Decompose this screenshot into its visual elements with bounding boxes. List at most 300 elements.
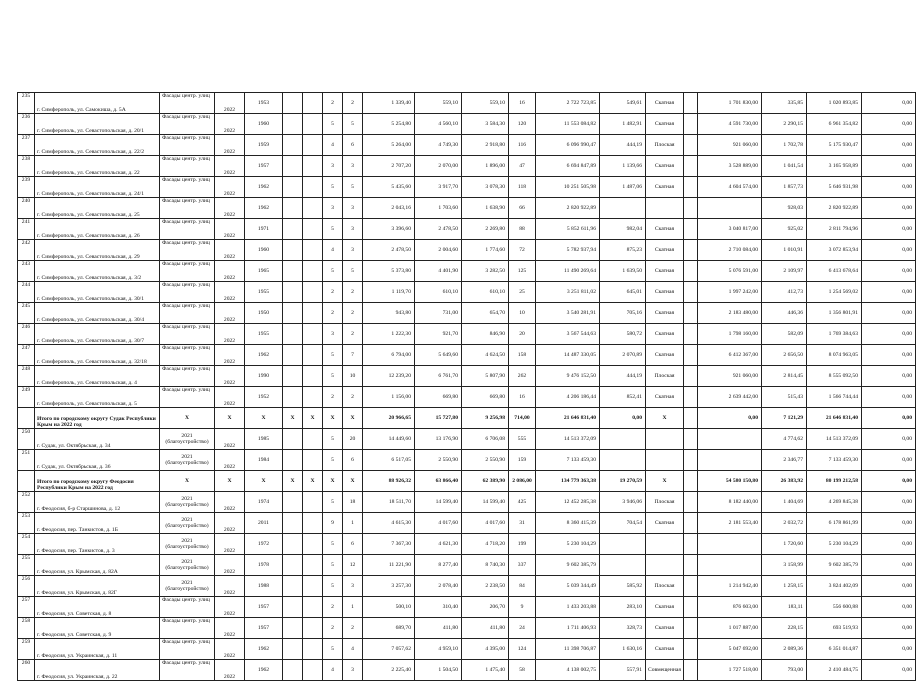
table-row	[18, 261, 916, 282]
cell-total-area: 20 966,65	[363, 408, 415, 429]
cell-facade-cost: 6 351 014,87	[807, 639, 862, 660]
cell-residents: 84	[509, 576, 536, 597]
cell-total-area: 2 707,20	[363, 156, 415, 177]
cell-other-cost: 0,00	[862, 618, 916, 639]
cell-roof-area	[600, 534, 646, 555]
cell-roof-type	[646, 450, 684, 471]
cell-empty	[303, 261, 323, 282]
cell-address: г. Феодосия, ул. Украинская, д. 11	[35, 639, 160, 660]
cell-empty	[684, 156, 698, 177]
cell-facade-cost: 7 133 459,30	[807, 450, 862, 471]
cell-residential-area: 2 918,80	[462, 135, 509, 156]
cell-total-area: 1 222,30	[363, 324, 415, 345]
cell-facade-cost: 9 602 385,79	[807, 555, 862, 576]
cell-address: г. Симферополь, ул. Севастопольская, д. 22/2	[35, 135, 160, 156]
cell-other-cost: 0,00	[862, 576, 916, 597]
cell-roof-cost: 3 528 889,00	[698, 156, 762, 177]
cell-living-area: 310,40	[415, 597, 462, 618]
cell-residents: 714,00	[509, 408, 536, 429]
cell-roof-cost: 2 183 480,00	[698, 303, 762, 324]
cell-empty	[684, 303, 698, 324]
cell-build-year: 1974	[245, 492, 283, 513]
cell-residents: 158	[509, 345, 536, 366]
cell-facade-area: 1 857,73	[762, 177, 807, 198]
cell-address: г. Феодосия, ул. Советская, д. 8	[35, 597, 160, 618]
cell-roof-area	[600, 555, 646, 576]
cell-work-type: 2021 (благоустройство)	[160, 555, 215, 576]
cell-empty	[283, 303, 303, 324]
cell-total-cost: 5 230 104,29	[536, 534, 600, 555]
cell-floors: 2	[323, 303, 343, 324]
table-row	[18, 660, 916, 681]
cell-total-cost: 7 133 459,30	[536, 450, 600, 471]
table-row	[18, 240, 916, 261]
cell-living-area: 4 621,30	[415, 534, 462, 555]
cell-empty	[283, 345, 303, 366]
cell-residential-area: 1 774,60	[462, 240, 509, 261]
cell-residential-area: 9 256,98	[462, 408, 509, 429]
cell-total-area: 1 156,00	[363, 387, 415, 408]
cell-address: г. Феодосия, ул. Украинская, д. 22	[35, 660, 160, 681]
cell-year: 2022	[215, 576, 245, 597]
cell-entrances: 3	[343, 156, 363, 177]
cell-living-area: 559,10	[415, 93, 462, 114]
cell-facade-cost: 3 824 402,09	[807, 576, 862, 597]
cell-total-label: Итого по городскому округу Феодосия Республики Крым на 2022 год	[35, 471, 160, 492]
cell-number: 257	[18, 597, 35, 618]
cell-address: г. Феодосия, ул. Крымская, д. 82Г	[35, 576, 160, 597]
cell-living-area: 3 917,70	[415, 177, 462, 198]
cell-empty	[684, 513, 698, 534]
cell-work-type: Фасады центр. улиц	[160, 597, 215, 618]
cell-roof-area: 549,61	[600, 93, 646, 114]
cell-number: 260	[18, 660, 35, 681]
cell-total-cost: 6 096 990,47	[536, 135, 600, 156]
cell-empty	[684, 261, 698, 282]
cell-total-area: 2 478,50	[363, 240, 415, 261]
cell-other-cost: 0,00	[862, 492, 916, 513]
cell-roof-area: 645,01	[600, 282, 646, 303]
cell-roof-cost: 921 060,00	[698, 135, 762, 156]
cell-facade-cost: 8 555 092,50	[807, 366, 862, 387]
cell-roof-area: 19 270,59	[600, 471, 646, 492]
cell-roof-area: 852,41	[600, 387, 646, 408]
cell-year: Х	[215, 408, 245, 429]
table-row	[18, 450, 916, 471]
cell-total-area: 7 367,30	[363, 534, 415, 555]
cell-work-type: Фасады центр. улиц	[160, 303, 215, 324]
cell-living-area: 15 727,80	[415, 408, 462, 429]
cell-address: г. Феодосия, пер. Танкистов, д. 3	[35, 534, 160, 555]
cell-empty	[303, 345, 323, 366]
cell-facade-cost: 5 230 104,29	[807, 534, 862, 555]
cell-residents: 47	[509, 156, 536, 177]
cell-address: г. Симферополь, ул. Самокиша, д. 5А	[35, 93, 160, 114]
cell-total-cost: 11 490 269,64	[536, 261, 600, 282]
cell-facade-cost: 1 566 744,44	[807, 387, 862, 408]
cell-empty	[283, 618, 303, 639]
cell-roof-type: Скатная	[646, 240, 684, 261]
cell-empty	[303, 156, 323, 177]
cell-other-cost: 0,00	[862, 429, 916, 450]
cell-residents: 159	[509, 450, 536, 471]
cell-residents: 58	[509, 660, 536, 681]
cell-build-year: Х	[245, 408, 283, 429]
table-row	[18, 177, 916, 198]
cell-living-area: 4 749,30	[415, 135, 462, 156]
cell-floors: 5	[323, 555, 343, 576]
cell-other-cost: 0,00	[862, 534, 916, 555]
cell-facade-area: 1 720,60	[762, 534, 807, 555]
cell-year: 2022	[215, 513, 245, 534]
cell-year: 2022	[215, 639, 245, 660]
cell-entrances: 7	[343, 345, 363, 366]
cell-empty	[684, 555, 698, 576]
cell-x: Х	[303, 408, 323, 429]
cell-living-area: 14 599,40	[415, 492, 462, 513]
cell-empty	[684, 93, 698, 114]
cell-empty	[684, 387, 698, 408]
cell-total-cost: 4 138 002,75	[536, 660, 600, 681]
cell-residential-area: 3 282,50	[462, 261, 509, 282]
cell-floors: 5	[323, 219, 343, 240]
cell-total-area: 689,70	[363, 618, 415, 639]
cell-work-type: 2021 (благоустройство)	[160, 492, 215, 513]
cell-empty	[684, 240, 698, 261]
cell-empty	[684, 366, 698, 387]
cell-total-cost: 1 711 406,93	[536, 618, 600, 639]
cell-build-year: 1990	[245, 366, 283, 387]
table-body	[18, 93, 916, 681]
cell-roof-type: Скатная	[646, 513, 684, 534]
cell-total-area: 5 254,80	[363, 114, 415, 135]
cell-work-type: Фасады центр. улиц	[160, 240, 215, 261]
cell-number: 240	[18, 198, 35, 219]
cell-facade-cost: 2 410 484,75	[807, 660, 862, 681]
table-row	[18, 303, 916, 324]
cell-floors: Х	[323, 471, 343, 492]
cell-empty	[283, 219, 303, 240]
cell-living-area: 610,10	[415, 282, 462, 303]
table-row	[18, 576, 916, 597]
cell-roof-cost	[698, 450, 762, 471]
cell-floors: 2	[323, 387, 343, 408]
cell-roof-type: Скатная	[646, 618, 684, 639]
cell-x: Х	[303, 471, 323, 492]
cell-other-cost: 0,00	[862, 408, 916, 429]
cell-empty	[283, 198, 303, 219]
cell-living-area: 4 401,90	[415, 261, 462, 282]
cell-floors: 3	[323, 324, 343, 345]
cell-work-type: 2021 (благоустройство)	[160, 450, 215, 471]
cell-work-type: Фасады центр. улиц	[160, 198, 215, 219]
cell-residential-area: 654,70	[462, 303, 509, 324]
cell-total-cost: 5 039 344,49	[536, 576, 600, 597]
cell-residents: 9	[509, 597, 536, 618]
cell-roof-type: Скатная	[646, 93, 684, 114]
cell-address: г. Симферополь, ул. Севастопольская, д. 24/1	[35, 177, 160, 198]
cell-roof-area: 1 139,66	[600, 156, 646, 177]
cell-year: 2022	[215, 135, 245, 156]
cell-facade-cost: 5 175 930,47	[807, 135, 862, 156]
cell-entrances: 2	[343, 618, 363, 639]
cell-roof-type: Скатная	[646, 114, 684, 135]
table-row	[18, 618, 916, 639]
cell-facade-area: 4 774,62	[762, 429, 807, 450]
cell-empty	[283, 576, 303, 597]
cell-facade-area: 793,00	[762, 660, 807, 681]
table-row	[18, 198, 916, 219]
cell-other-cost: 0,00	[862, 555, 916, 576]
cell-roof-cost: 876 603,00	[698, 597, 762, 618]
cell-entrances: 5	[343, 177, 363, 198]
cell-total-area: 18 511,70	[363, 492, 415, 513]
cell-roof-area: 557,91	[600, 660, 646, 681]
cell-other-cost: 0,00	[862, 639, 916, 660]
cell-residential-area: 559,10	[462, 93, 509, 114]
cell-empty	[303, 198, 323, 219]
cell-floors: 5	[323, 366, 343, 387]
cell-build-year: 1965	[245, 261, 283, 282]
cell-entrances: 2	[343, 282, 363, 303]
cell-number: 254	[18, 534, 35, 555]
cell-total-area: 5 435,60	[363, 177, 415, 198]
cell-living-area: 2 478,50	[415, 219, 462, 240]
cell-empty	[283, 597, 303, 618]
cell-number: 244	[18, 282, 35, 303]
cell-year: 2022	[215, 534, 245, 555]
cell-work-type: Фасады центр. улиц	[160, 345, 215, 366]
cell-roof-cost: 0,00	[698, 408, 762, 429]
cell-empty	[303, 114, 323, 135]
cell-other-cost: 0,00	[862, 261, 916, 282]
cell-empty	[283, 639, 303, 660]
cell-facade-area: 183,11	[762, 597, 807, 618]
cell-number: 241	[18, 219, 35, 240]
cell-work-type: Фасады центр. улиц	[160, 135, 215, 156]
cell-empty	[303, 492, 323, 513]
cell-floors: 5	[323, 639, 343, 660]
cell-empty	[684, 618, 698, 639]
cell-entrances: 2	[343, 324, 363, 345]
cell-total-area: 7 057,62	[363, 639, 415, 660]
cell-year: 2022	[215, 156, 245, 177]
cell-living-area: 2 004,60	[415, 240, 462, 261]
cell-facade-area: 1 258,15	[762, 576, 807, 597]
cell-empty	[684, 660, 698, 681]
cell-year: 2022	[215, 366, 245, 387]
cell-facade-cost: 6 413 678,64	[807, 261, 862, 282]
cell-facade-area: 515,43	[762, 387, 807, 408]
cell-facade-cost: 3 072 853,94	[807, 240, 862, 261]
cell-floors: 5	[323, 261, 343, 282]
cell-roof-cost	[698, 555, 762, 576]
cell-total-area: 6 794,00	[363, 345, 415, 366]
cell-work-type: Фасады центр. улиц	[160, 261, 215, 282]
cell-total-area: 2 043,16	[363, 198, 415, 219]
cell-living-area: 731,00	[415, 303, 462, 324]
cell-roof-area: 982,04	[600, 219, 646, 240]
cell-facade-area: 2 089,36	[762, 639, 807, 660]
cell-number: 236	[18, 114, 35, 135]
cell-entrances: 10	[343, 366, 363, 387]
cell-empty	[684, 471, 698, 492]
cell-facade-area: 335,85	[762, 93, 807, 114]
cell-floors: 5	[323, 450, 343, 471]
cell-year: 2022	[215, 618, 245, 639]
cell-facade-cost: 21 646 831,40	[807, 408, 862, 429]
cell-facade-cost: 4 269 845,38	[807, 492, 862, 513]
cell-year: 2022	[215, 429, 245, 450]
cell-empty	[684, 576, 698, 597]
cell-roof-area	[600, 450, 646, 471]
cell-residential-area: 62 389,90	[462, 471, 509, 492]
cell-build-year: 1957	[245, 618, 283, 639]
cell-address: г. Симферополь, ул. Севастопольская, д. 22	[35, 156, 160, 177]
cell-build-year: 1984	[245, 450, 283, 471]
cell-residents: 337	[509, 555, 536, 576]
cell-residents: 425	[509, 492, 536, 513]
cell-number: 253	[18, 513, 35, 534]
cell-empty	[303, 660, 323, 681]
cell-residents: 125	[509, 261, 536, 282]
cell-empty	[303, 534, 323, 555]
cell-work-type: Фасады центр. улиц	[160, 93, 215, 114]
cell-build-year: 1962	[245, 198, 283, 219]
cell-address: г. Симферополь, ул. Севастопольская, д. 32/18	[35, 345, 160, 366]
cell-empty	[303, 429, 323, 450]
cell-work-type: Фасады центр. улиц	[160, 366, 215, 387]
cell-residents: 262	[509, 366, 536, 387]
cell-entrances: 2	[343, 303, 363, 324]
cell-roof-type	[646, 555, 684, 576]
cell-total-cost: 21 646 831,40	[536, 408, 600, 429]
cell-facade-area: 928,03	[762, 198, 807, 219]
cell-empty	[303, 513, 323, 534]
cell-work-type: Фасады центр. улиц	[160, 219, 215, 240]
cell-floors: 5	[323, 114, 343, 135]
cell-work-type: 2021 (благоустройство)	[160, 513, 215, 534]
cell-build-year: 1952	[245, 387, 283, 408]
cell-address: г. Судак, ул. Октябрьская, д. 34	[35, 429, 160, 450]
cell-entrances: 1	[343, 513, 363, 534]
cell-residential-area: 4 395,00	[462, 639, 509, 660]
cell-total-label: Итого по городскому округу Судак Республики Крым на 2022 год	[35, 408, 160, 429]
cell-build-year: 1960	[245, 240, 283, 261]
total-row	[18, 408, 916, 429]
cell-total-cost: 8 360 415,39	[536, 513, 600, 534]
cell-roof-type: Х	[646, 471, 684, 492]
cell-total-area: 14 449,60	[363, 429, 415, 450]
cell-floors: 3	[323, 198, 343, 219]
cell-facade-cost: 80 199 212,58	[807, 471, 862, 492]
cell-facade-cost: 556 600,88	[807, 597, 862, 618]
table-row	[18, 135, 916, 156]
cell-number: 252	[18, 492, 35, 513]
cell-build-year: 1962	[245, 639, 283, 660]
cell-empty	[303, 177, 323, 198]
cell-total-cost: 2 820 922,89	[536, 198, 600, 219]
cell-number: 255	[18, 555, 35, 576]
cell-roof-cost: 5 047 692,00	[698, 639, 762, 660]
cell-roof-type: Скатная	[646, 387, 684, 408]
cell-floors: 9	[323, 513, 343, 534]
cell-number: 243	[18, 261, 35, 282]
cell-work-type: Фасады центр. улиц	[160, 282, 215, 303]
cell-other-cost: 0,00	[862, 219, 916, 240]
cell-entrances: 12	[343, 555, 363, 576]
cell-entrances: 2	[343, 387, 363, 408]
cell-facade-area: 26 383,92	[762, 471, 807, 492]
cell-number: 256	[18, 576, 35, 597]
cell-total-cost: 4 206 186,44	[536, 387, 600, 408]
cell-empty	[684, 492, 698, 513]
cell-empty	[283, 492, 303, 513]
cell-residential-area: 8 740,30	[462, 555, 509, 576]
table-row	[18, 555, 916, 576]
cell-floors: 5	[323, 534, 343, 555]
cell-year: 2022	[215, 660, 245, 681]
cell-residential-area: 2 550,90	[462, 450, 509, 471]
cell-facade-area: 2 814,45	[762, 366, 807, 387]
cell-empty	[303, 597, 323, 618]
cell-residents: 31	[509, 513, 536, 534]
cell-residential-area: 1 638,90	[462, 198, 509, 219]
cell-living-area: 2 550,90	[415, 450, 462, 471]
cell-build-year: 1955	[245, 324, 283, 345]
cell-number: 247	[18, 345, 35, 366]
cell-roof-type: Х	[646, 408, 684, 429]
table-row	[18, 513, 916, 534]
cell-total-cost: 5 782 937,94	[536, 240, 600, 261]
cell-work-type: Фасады центр. улиц	[160, 324, 215, 345]
cell-number: 249	[18, 387, 35, 408]
cell-empty	[283, 534, 303, 555]
cell-facade-cost: 8 074 963,05	[807, 345, 862, 366]
cell-living-area: 5 649,60	[415, 345, 462, 366]
cell-facade-cost: 2 820 922,89	[807, 198, 862, 219]
cell-roof-type: Скатная	[646, 324, 684, 345]
cell-total-area: 5 264,00	[363, 135, 415, 156]
table-row	[18, 387, 916, 408]
cell-facade-area: 1 010,91	[762, 240, 807, 261]
cell-empty	[303, 282, 323, 303]
cell-facade-cost: 14 513 372,09	[807, 429, 862, 450]
cell-roof-area: 328,73	[600, 618, 646, 639]
cell-total-area: 6 517,05	[363, 450, 415, 471]
cell-total-cost: 134 779 363,38	[536, 471, 600, 492]
cell-number: 242	[18, 240, 35, 261]
cell-living-area: 4 017,60	[415, 513, 462, 534]
cell-facade-cost: 1 769 384,63	[807, 324, 862, 345]
cell-facade-area: 1 041,54	[762, 156, 807, 177]
cell-living-area: 2 078,40	[415, 576, 462, 597]
cell-facade-area: 446,36	[762, 303, 807, 324]
cell-empty	[303, 240, 323, 261]
cell-empty	[303, 366, 323, 387]
cell-address: г. Феодосия, б-р Старшинова, д. 12	[35, 492, 160, 513]
cell-empty	[303, 576, 323, 597]
table-row	[18, 639, 916, 660]
cell-work-type: Фасады центр. улиц	[160, 156, 215, 177]
cell-empty	[283, 177, 303, 198]
cell-number: 246	[18, 324, 35, 345]
cell-address: г. Судак, ул. Октябрьская, д. 36	[35, 450, 160, 471]
table-row	[18, 345, 916, 366]
cell-empty	[684, 282, 698, 303]
cell-residents: 25	[509, 282, 536, 303]
cell-total-area: 2 225,40	[363, 660, 415, 681]
